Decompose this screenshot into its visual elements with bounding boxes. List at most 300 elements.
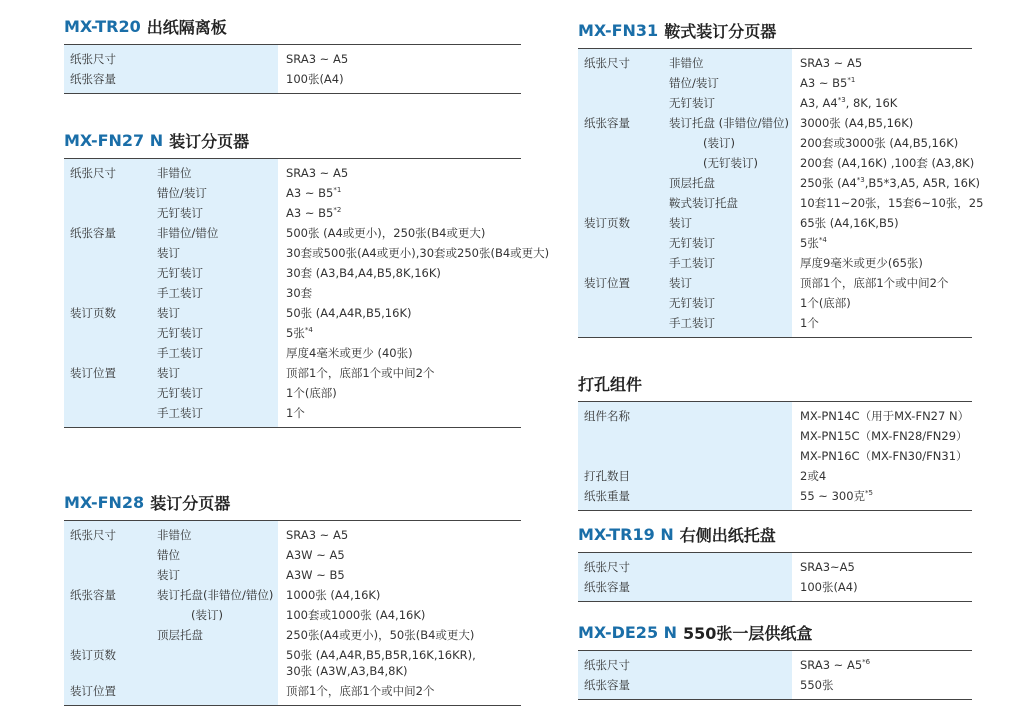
subcategory-label: 装订: [669, 216, 692, 230]
spec-table: [578, 48, 984, 338]
category-label: 装订位置: [584, 276, 630, 290]
category-label: 装订页数: [70, 648, 116, 662]
spec-row: [64, 159, 521, 184]
value-text: 1个(底部): [286, 386, 337, 400]
spec-category: [578, 313, 663, 338]
spec-row: [64, 203, 521, 223]
spec-subcategory: [151, 243, 278, 263]
spec-category: [64, 183, 151, 203]
value-text: SRA3 ~ A5: [286, 52, 349, 66]
spec-row: [64, 323, 521, 343]
spec-row: [64, 303, 521, 323]
spec-value: [278, 545, 521, 565]
category-label: 纸张尺寸: [70, 52, 116, 66]
value-text: A3 ~ B5: [286, 186, 334, 200]
spec-category: [64, 521, 151, 546]
model-number: MX-TR19 N: [578, 524, 674, 544]
spec-row: [578, 466, 972, 486]
subcategory-label: 无钉装订: [157, 386, 203, 400]
spec-category: [64, 681, 151, 706]
value-text: SRA3 ~ A5: [286, 528, 349, 542]
subcategory-label: 无钉装订: [157, 266, 203, 280]
spec-value: [792, 253, 972, 273]
spec-row: [64, 585, 521, 605]
spec-category: [64, 303, 151, 323]
spec-row: [64, 45, 521, 70]
spec-subcategory: [663, 213, 792, 233]
category-label: 纸张重量: [584, 489, 630, 503]
spec-value: [278, 645, 521, 681]
category-label: 装订位置: [70, 684, 116, 698]
spec-row: [64, 383, 521, 403]
section-punch-unit: [578, 371, 972, 511]
spec-category: [64, 263, 151, 283]
subcategory-label: 错位: [157, 548, 180, 562]
spec-value: [278, 203, 521, 223]
category-label: 纸张尺寸: [584, 560, 630, 574]
category-label: 纸张容量: [584, 580, 630, 594]
spec-category: [578, 173, 663, 193]
value-text: 50张 (A4,A4R,B5,B5R,16K,16KR),: [286, 648, 476, 662]
spec-value: [792, 273, 972, 293]
spec-value: [792, 553, 972, 578]
spec-value: [278, 585, 521, 605]
subcategory-label: 鞍式装订托盘: [669, 196, 738, 210]
section-title: [578, 522, 972, 546]
spec-value: [792, 577, 972, 602]
spec-subcategory: [151, 625, 278, 645]
value-text: 5张: [800, 236, 819, 250]
section-mx-fn31: [578, 18, 984, 338]
spec-value: [278, 303, 521, 323]
spec-table: [578, 552, 972, 602]
subcategory-label: 手工装订: [157, 346, 203, 360]
value-text: 250张(A4或更小)，50张(B4或更大): [286, 628, 475, 642]
value-text: A3, A4: [800, 96, 838, 110]
spec-row: [64, 363, 521, 383]
spec-category: [64, 383, 151, 403]
subcategory-label: 手工装订: [157, 406, 203, 420]
spec-row: [578, 651, 972, 676]
spec-subcategory: [151, 565, 278, 585]
spec-category: [578, 93, 663, 113]
footnote-marker: *4: [304, 326, 313, 335]
value-text: 1个: [286, 406, 305, 420]
spec-value: [792, 651, 972, 676]
value-text: 200套或3000张 (A4,B5,16K): [800, 136, 959, 150]
spec-value: [278, 403, 521, 428]
spec-category: [578, 651, 792, 676]
subcategory-label: 装订: [157, 366, 180, 380]
spec-row: [578, 253, 972, 273]
product-name: 出纸隔离板: [146, 17, 227, 37]
value-text: 顶部1个，底部1个或中间2个: [286, 366, 435, 380]
spec-subcategory: [663, 293, 792, 313]
section-title: [578, 371, 972, 395]
subcategory-label: 无钉装订: [157, 206, 203, 220]
spec-value: [792, 426, 972, 446]
spec-row: [578, 675, 972, 700]
spec-subcategory: [151, 183, 278, 203]
value-text: 1个(底部): [800, 296, 851, 310]
spec-value: [278, 45, 521, 70]
section-mx-tr20: [64, 14, 521, 94]
spec-row: [578, 486, 972, 511]
spec-value: [278, 223, 521, 243]
spec-category: [64, 625, 151, 645]
subcategory-label: 无钉装订: [669, 236, 715, 250]
subcategory-label: 无钉装订: [669, 296, 715, 310]
spec-row: [64, 343, 521, 363]
spec-value: [792, 486, 972, 511]
spec-row: [578, 193, 972, 213]
spec-row: [64, 605, 521, 625]
value-text: 30套或500张(A4或更小),30套或250张(B4或更大): [286, 246, 550, 260]
value-text: 100张(A4): [800, 580, 858, 594]
spec-category: [578, 113, 663, 133]
spec-category: [578, 213, 663, 233]
footnote-marker: *2: [333, 206, 342, 215]
value-text: 100张(A4): [286, 72, 344, 86]
subcategory-label: 装订: [669, 276, 692, 290]
spec-value: [792, 113, 972, 133]
spec-category: [578, 49, 663, 74]
footnote-marker: *4: [818, 236, 827, 245]
section-mx-fn28: [64, 490, 521, 706]
spec-value: [792, 675, 972, 700]
spec-row: [578, 73, 972, 93]
spec-category: [578, 273, 663, 293]
spec-value: [278, 605, 521, 625]
spec-category: [64, 645, 151, 681]
spec-value: [792, 153, 975, 173]
subcategory-label: 装订托盘 (非错位/错位): [669, 116, 790, 130]
spec-table: [578, 650, 972, 700]
value-text: 30套 (A3,B4,A4,B5,8K,16K): [286, 266, 441, 280]
subcategory-label: 非错位/错位: [157, 226, 219, 240]
spec-value: [792, 313, 972, 338]
spec-row: [64, 545, 521, 565]
spec-category: [64, 323, 151, 343]
value-text: MX-PN15C（MX-FN28/FN29）: [800, 429, 968, 443]
spec-value: [278, 625, 521, 645]
spec-category: [64, 159, 151, 184]
spec-row: [64, 243, 521, 263]
spec-category: [578, 73, 663, 93]
subcategory-label: 装订: [157, 568, 180, 582]
spec-row: [578, 113, 972, 133]
category-label: 纸张容量: [70, 226, 116, 240]
spec-value: [278, 323, 521, 343]
spec-subcategory: [151, 223, 278, 243]
value-text: SRA3~A5: [800, 560, 855, 574]
spec-subcategory: [663, 173, 792, 193]
category-label: 装订页数: [584, 216, 630, 230]
spec-row: [64, 645, 521, 681]
spec-row: [578, 293, 972, 313]
value-text: 500张 (A4或更小)，250张(B4或更大): [286, 226, 486, 240]
spec-row: [578, 233, 972, 253]
product-name: 550张一层供纸盒: [683, 623, 813, 643]
spec-value: [792, 73, 972, 93]
spec-subcategory: [151, 681, 278, 706]
spec-value: [792, 446, 972, 466]
value-text: 65张 (A4,16K,B5): [800, 216, 899, 230]
spec-subcategory: [151, 585, 278, 605]
spec-category: [578, 293, 663, 313]
spec-row: [578, 49, 972, 74]
spec-row: [578, 93, 972, 113]
spec-value: [278, 283, 521, 303]
subcategory-label: (装订): [703, 136, 735, 150]
subcategory-label: 顶层托盘: [157, 628, 203, 642]
spec-value: [278, 69, 521, 94]
spec-row: [578, 313, 972, 338]
spec-subcategory: [663, 193, 792, 213]
value-text: SRA3 ~ A5: [286, 166, 349, 180]
spec-subcategory: [151, 605, 278, 625]
subcategory-label: (装订): [191, 608, 223, 622]
spec-value: [278, 343, 521, 363]
subcategory-label: 手工装订: [669, 256, 715, 270]
spec-row: [578, 153, 972, 173]
subcategory-label: 装订: [157, 246, 180, 260]
spec-category: [64, 363, 151, 383]
spec-value: [792, 49, 972, 74]
section-title: [64, 128, 521, 152]
spec-table: [64, 520, 521, 706]
subcategory-label: 错位/装订: [669, 76, 719, 90]
value-text: 厚度9毫米或更少(65张): [800, 256, 923, 270]
subcategory-label: 手工装订: [669, 316, 715, 330]
value-text: 顶部1个，底部1个或中间2个: [286, 684, 435, 698]
spec-subcategory: [151, 283, 278, 303]
spec-category: [64, 585, 151, 605]
spec-table: [64, 44, 521, 94]
spec-value: [792, 402, 972, 427]
spec-category: [64, 69, 278, 94]
product-name: 打孔组件: [578, 374, 643, 394]
product-name: 装订分页器: [150, 493, 231, 513]
subcategory-label: 手工装订: [157, 286, 203, 300]
spec-row: [578, 402, 972, 427]
spec-subcategory: [151, 363, 278, 383]
spec-value: [792, 293, 972, 313]
spec-value: [278, 383, 521, 403]
value-text: 厚度4毫米或更少 (40张): [286, 346, 413, 360]
value-text: 10套11~20张，15套6~10张，25: [800, 196, 984, 210]
spec-subcategory: [151, 203, 278, 223]
spec-category: [578, 133, 663, 153]
spec-value: [792, 466, 972, 486]
value-text: 250张 (A4: [800, 176, 857, 190]
category-label: 纸张容量: [584, 678, 630, 692]
subcategory-label: 装订: [157, 306, 180, 320]
value-text: 50张 (A4,A4R,B5,16K): [286, 306, 412, 320]
spec-category: [578, 466, 792, 486]
spec-value: [278, 521, 521, 546]
model-number: MX-DE25 N: [578, 622, 678, 642]
value-text: A3 ~ B5: [800, 76, 848, 90]
subcategory-label: 无钉装订: [157, 326, 203, 340]
section-mx-tr19n: [578, 522, 972, 602]
category-label: 纸张容量: [584, 116, 630, 130]
spec-category: [578, 253, 663, 273]
spec-subcategory: [151, 521, 278, 546]
spec-category: [64, 223, 151, 243]
spec-subcategory: [151, 323, 278, 343]
value-text-tail: , 8K, 16K: [845, 96, 898, 110]
spec-row: [64, 223, 521, 243]
spec-subcategory: [663, 49, 792, 74]
spec-row: [64, 283, 521, 303]
value-text: MX-PN16C（MX-FN30/FN31）: [800, 449, 968, 463]
category-label: 纸张尺寸: [70, 166, 116, 180]
spec-row: [578, 133, 972, 153]
category-label: 纸张尺寸: [584, 56, 630, 70]
footnote-marker: *3: [856, 176, 865, 185]
spec-value: [792, 133, 972, 153]
spec-category: [64, 605, 151, 625]
subcategory-label: 非错位: [157, 166, 192, 180]
spec-value: [278, 363, 521, 383]
spec-row: [64, 263, 521, 283]
value-text-line2: 30张 (A3W,A3,B4,8K): [286, 664, 408, 678]
spec-category: [64, 243, 151, 263]
footnote-marker: *1: [847, 76, 856, 85]
value-text: 55 ~ 300克: [800, 489, 866, 503]
spec-row: [64, 521, 521, 546]
value-text: SRA3 ~ A5: [800, 56, 863, 70]
value-text: 1000张 (A4,16K): [286, 588, 381, 602]
value-text: MX-PN14C（用于MX-FN27 N）: [800, 409, 970, 423]
value-text: SRA3 ~ A5: [800, 658, 863, 672]
value-text: 30套: [286, 286, 313, 300]
value-text: 3000张 (A4,B5,16K): [800, 116, 914, 130]
spec-row: [578, 577, 972, 602]
product-name: 装订分页器: [169, 131, 250, 151]
spec-row: [64, 69, 521, 94]
product-name: 鞍式装订分页器: [664, 21, 777, 41]
spec-category: [64, 403, 151, 428]
category-label: 纸张尺寸: [70, 528, 116, 542]
spec-subcategory: [663, 93, 792, 113]
spec-subcategory: [151, 645, 278, 681]
spec-subcategory: [663, 73, 792, 93]
spec-row: [578, 446, 972, 466]
spec-category: [578, 233, 663, 253]
spec-category: [64, 203, 151, 223]
value-text: 1个: [800, 316, 819, 330]
spec-category: [578, 426, 792, 446]
value-text: A3W ~ B5: [286, 568, 345, 582]
spec-category: [578, 402, 792, 427]
spec-subcategory: [151, 545, 278, 565]
spec-row: [64, 403, 521, 428]
model-number: MX-FN31: [578, 20, 659, 40]
spec-table: [578, 401, 972, 511]
value-text: A3W ~ A5: [286, 548, 345, 562]
subcategory-label: (无钉装订): [703, 156, 758, 170]
spec-subcategory: [151, 343, 278, 363]
spec-row: [578, 273, 972, 293]
spec-category: [578, 553, 792, 578]
category-label: 装订位置: [70, 366, 116, 380]
footnote-marker: *5: [865, 489, 873, 498]
category-label: 纸张尺寸: [584, 658, 630, 672]
spec-value: [278, 565, 521, 585]
spec-value: [792, 213, 972, 233]
spec-subcategory: [151, 303, 278, 323]
spec-category: [64, 45, 278, 70]
spec-row: [578, 173, 972, 193]
footnote-marker: *1: [333, 186, 342, 195]
spec-table: [64, 158, 550, 428]
value-text: A3 ~ B5: [286, 206, 334, 220]
spec-subcategory: [151, 263, 278, 283]
value-text: 5张: [286, 326, 305, 340]
spec-category: [578, 486, 792, 511]
spec-category: [64, 343, 151, 363]
section-title: [64, 14, 521, 38]
model-number: MX-FN28: [64, 492, 145, 512]
spec-category: [578, 675, 792, 700]
spec-row: [64, 183, 521, 203]
spec-value: [278, 183, 521, 203]
category-label: 纸张容量: [70, 588, 116, 602]
product-name: 右侧出纸托盘: [679, 525, 776, 545]
spec-value: [278, 681, 521, 706]
spec-category: [64, 565, 151, 585]
spec-row: [64, 681, 521, 706]
subcategory-label: 非错位: [157, 528, 192, 542]
value-text: 100套或1000张 (A4,16K): [286, 608, 426, 622]
value-text: 顶部1个，底部1个或中间2个: [800, 276, 949, 290]
spec-category: [64, 545, 151, 565]
spec-value: [792, 173, 980, 193]
section-title: [64, 490, 521, 514]
value-text-tail: ,B5*3,A5, A5R, 16K): [864, 176, 980, 190]
subcategory-label: 装订托盘(非错位/错位): [157, 588, 274, 602]
value-text: 550张: [800, 678, 834, 692]
spec-value: [278, 263, 521, 283]
section-title: [578, 620, 972, 644]
spec-row: [64, 565, 521, 585]
spec-subcategory: [663, 113, 792, 133]
spec-subcategory: [151, 159, 278, 184]
category-label: 纸张容量: [70, 72, 116, 86]
spec-category: [578, 446, 792, 466]
spec-row: [578, 213, 972, 233]
spec-subcategory: [151, 403, 278, 428]
spec-subcategory: [663, 133, 792, 153]
category-label: 组件名称: [584, 409, 630, 423]
spec-value: [278, 159, 521, 184]
subcategory-label: 顶层托盘: [669, 176, 715, 190]
subcategory-label: 非错位: [669, 56, 704, 70]
section-mx-fn27n: [64, 128, 550, 428]
spec-subcategory: [663, 153, 792, 173]
footnote-marker: *6: [862, 658, 871, 667]
subcategory-label: 无钉装订: [669, 96, 715, 110]
footnote-marker: *3: [837, 96, 846, 105]
value-text: 200套 (A4,16K) ,100套 (A3,8K): [800, 156, 975, 170]
spec-row: [64, 625, 521, 645]
spec-subcategory: [663, 253, 792, 273]
category-label: 打孔数目: [584, 469, 630, 483]
spec-subcategory: [663, 233, 792, 253]
spec-category: [578, 577, 792, 602]
